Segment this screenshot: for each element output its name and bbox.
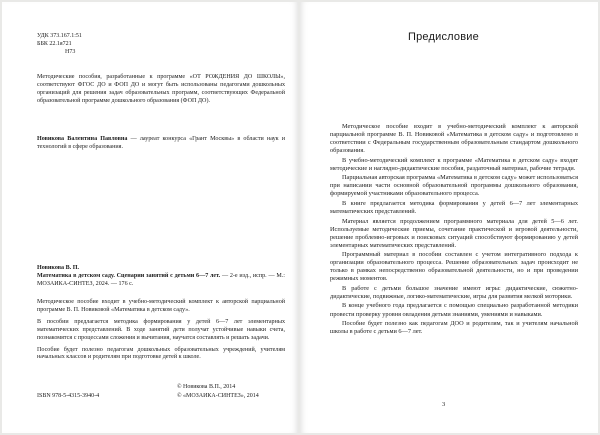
preface-paragraph: В книге предлагается методика формирования у детей 6—7 лет элементарных математических представлений. [330,199,578,215]
book-annotation [37,299,285,362]
page-number: 3 [442,401,446,408]
copyright-author: © Новикова В.П., 2014 [177,384,236,390]
author-note [37,135,285,151]
bbk-code: ББК 22.1я721 [37,41,72,47]
preface-paragraph: Программный материал в пособии составлен с учетом интегративного подхода к организации образовательного процесса. Решение образовательных задач происходит не только в рамках непосредственно образовательной деятельности, но и при проведении режимных моментов. [330,251,578,283]
right-page [300,2,598,433]
record-title [37,273,285,289]
preface-paragraph: В учебно-методический комплект к программе «Математика в детском саду» входят методические и наглядно-дидактические пособия, раздаточный материал, рабочие тетради. [330,156,578,172]
preface-paragraph: Парциальная авторская программа «Математика в детском саду» может использоваться при написании части основной образовательной программы дошкольного образования, формируемой участниками образовательного процесса. [330,174,578,198]
preface-paragraph: Материал является продолжением программного материала для детей 5—6 лет. Используемые методические приемы, сочетание практической и игровой деятельности, решение проблемно-игровых и поисковых ситуаций способствуют формированию у детей элементарных математических представлений. [330,217,578,249]
preface-body [330,123,578,338]
bibliographic-record [37,265,285,289]
bibliographic-codes [37,32,82,56]
record-author: Новикова В. П. [37,265,79,271]
preface-title: Предисловие [408,31,479,43]
annotation-paragraph: Методическое пособие входит в учебно-методический комплект к авторской парциальной программе В. П. Новиковой «Математика в детском саду». [37,299,285,313]
annotation-paragraph: В пособии предлагается методика формирования у детей 6—7 лет элементарных математических представлений. В ходе занятий дети получат устойчивые навыки счета, познакомятся с процессами сложения и вычитания, научатся составлять и решать задачи. [37,318,285,341]
author-info: — лауреат конкурса «Грант Москвы» в области наук и технологий в сфере образования. [37,136,286,150]
copyright-block [177,383,259,400]
author-mark: Н73 [65,49,76,55]
record-title-rest: — 2-е изд., испр. — М.: МОЗАИКА-СИНТЕЗ, 2024. — 176 с. [37,272,285,287]
record-title-bold: Математика в детском саду. Сценарии занятий с детьми 6—7 лет. [37,272,221,279]
left-page [2,2,298,433]
series-annotation: Методические пособия, разработанные к программе «ОТ РОЖДЕНИЯ ДО ШКОЛЫ», соответствуют ФГОС ДО и ФОП ДО и могут быть использованы педагогами дошкольных организаций для решения задач образовательных программ, соответствующих Федеральной образовательной программе дошкольного образования (ФОП ДО). [37,74,285,104]
preface-paragraph: Пособие будет полезно как педагогам ДОО и родителям, так и учителям начальной школы в работе с детьми 6—7 лет. [330,320,578,336]
copyright-publisher: © «МОЗАИКА-СИНТЕЗ», 2014 [177,392,259,399]
preface-paragraph: В конце учебного года предлагается с помощью специально разработанной методики провести проверку уровня овладения детьми знаниями, умениями и навыками. [330,302,578,318]
preface-paragraph: Методическое пособие входит в учебно-методический комплект к авторской парциальной программе В. П. Новиковой «Математика в детском саду» и подготовлено в соответствии с Федеральным государственным образовательным стандартом дошкольного образования. [330,123,578,155]
author-name: Новикова Валентина Павловна [37,136,128,142]
udk-code: УДК 373.167.1:51 [37,33,82,39]
preface-paragraph: В работе с детьми большое значение имеют игры: дидактические, сюжетно-дидактические, подвижные, логико-математические, игры для развития мелкой моторики. [330,284,578,300]
isbn: ISBN 978-5-4315-3940-4 [37,393,100,399]
annotation-paragraph: Пособие будет полезно педагогам дошкольных образовательных учреждений, учителям начальных классов и родителям при подготовке детей к школе. [37,346,285,361]
